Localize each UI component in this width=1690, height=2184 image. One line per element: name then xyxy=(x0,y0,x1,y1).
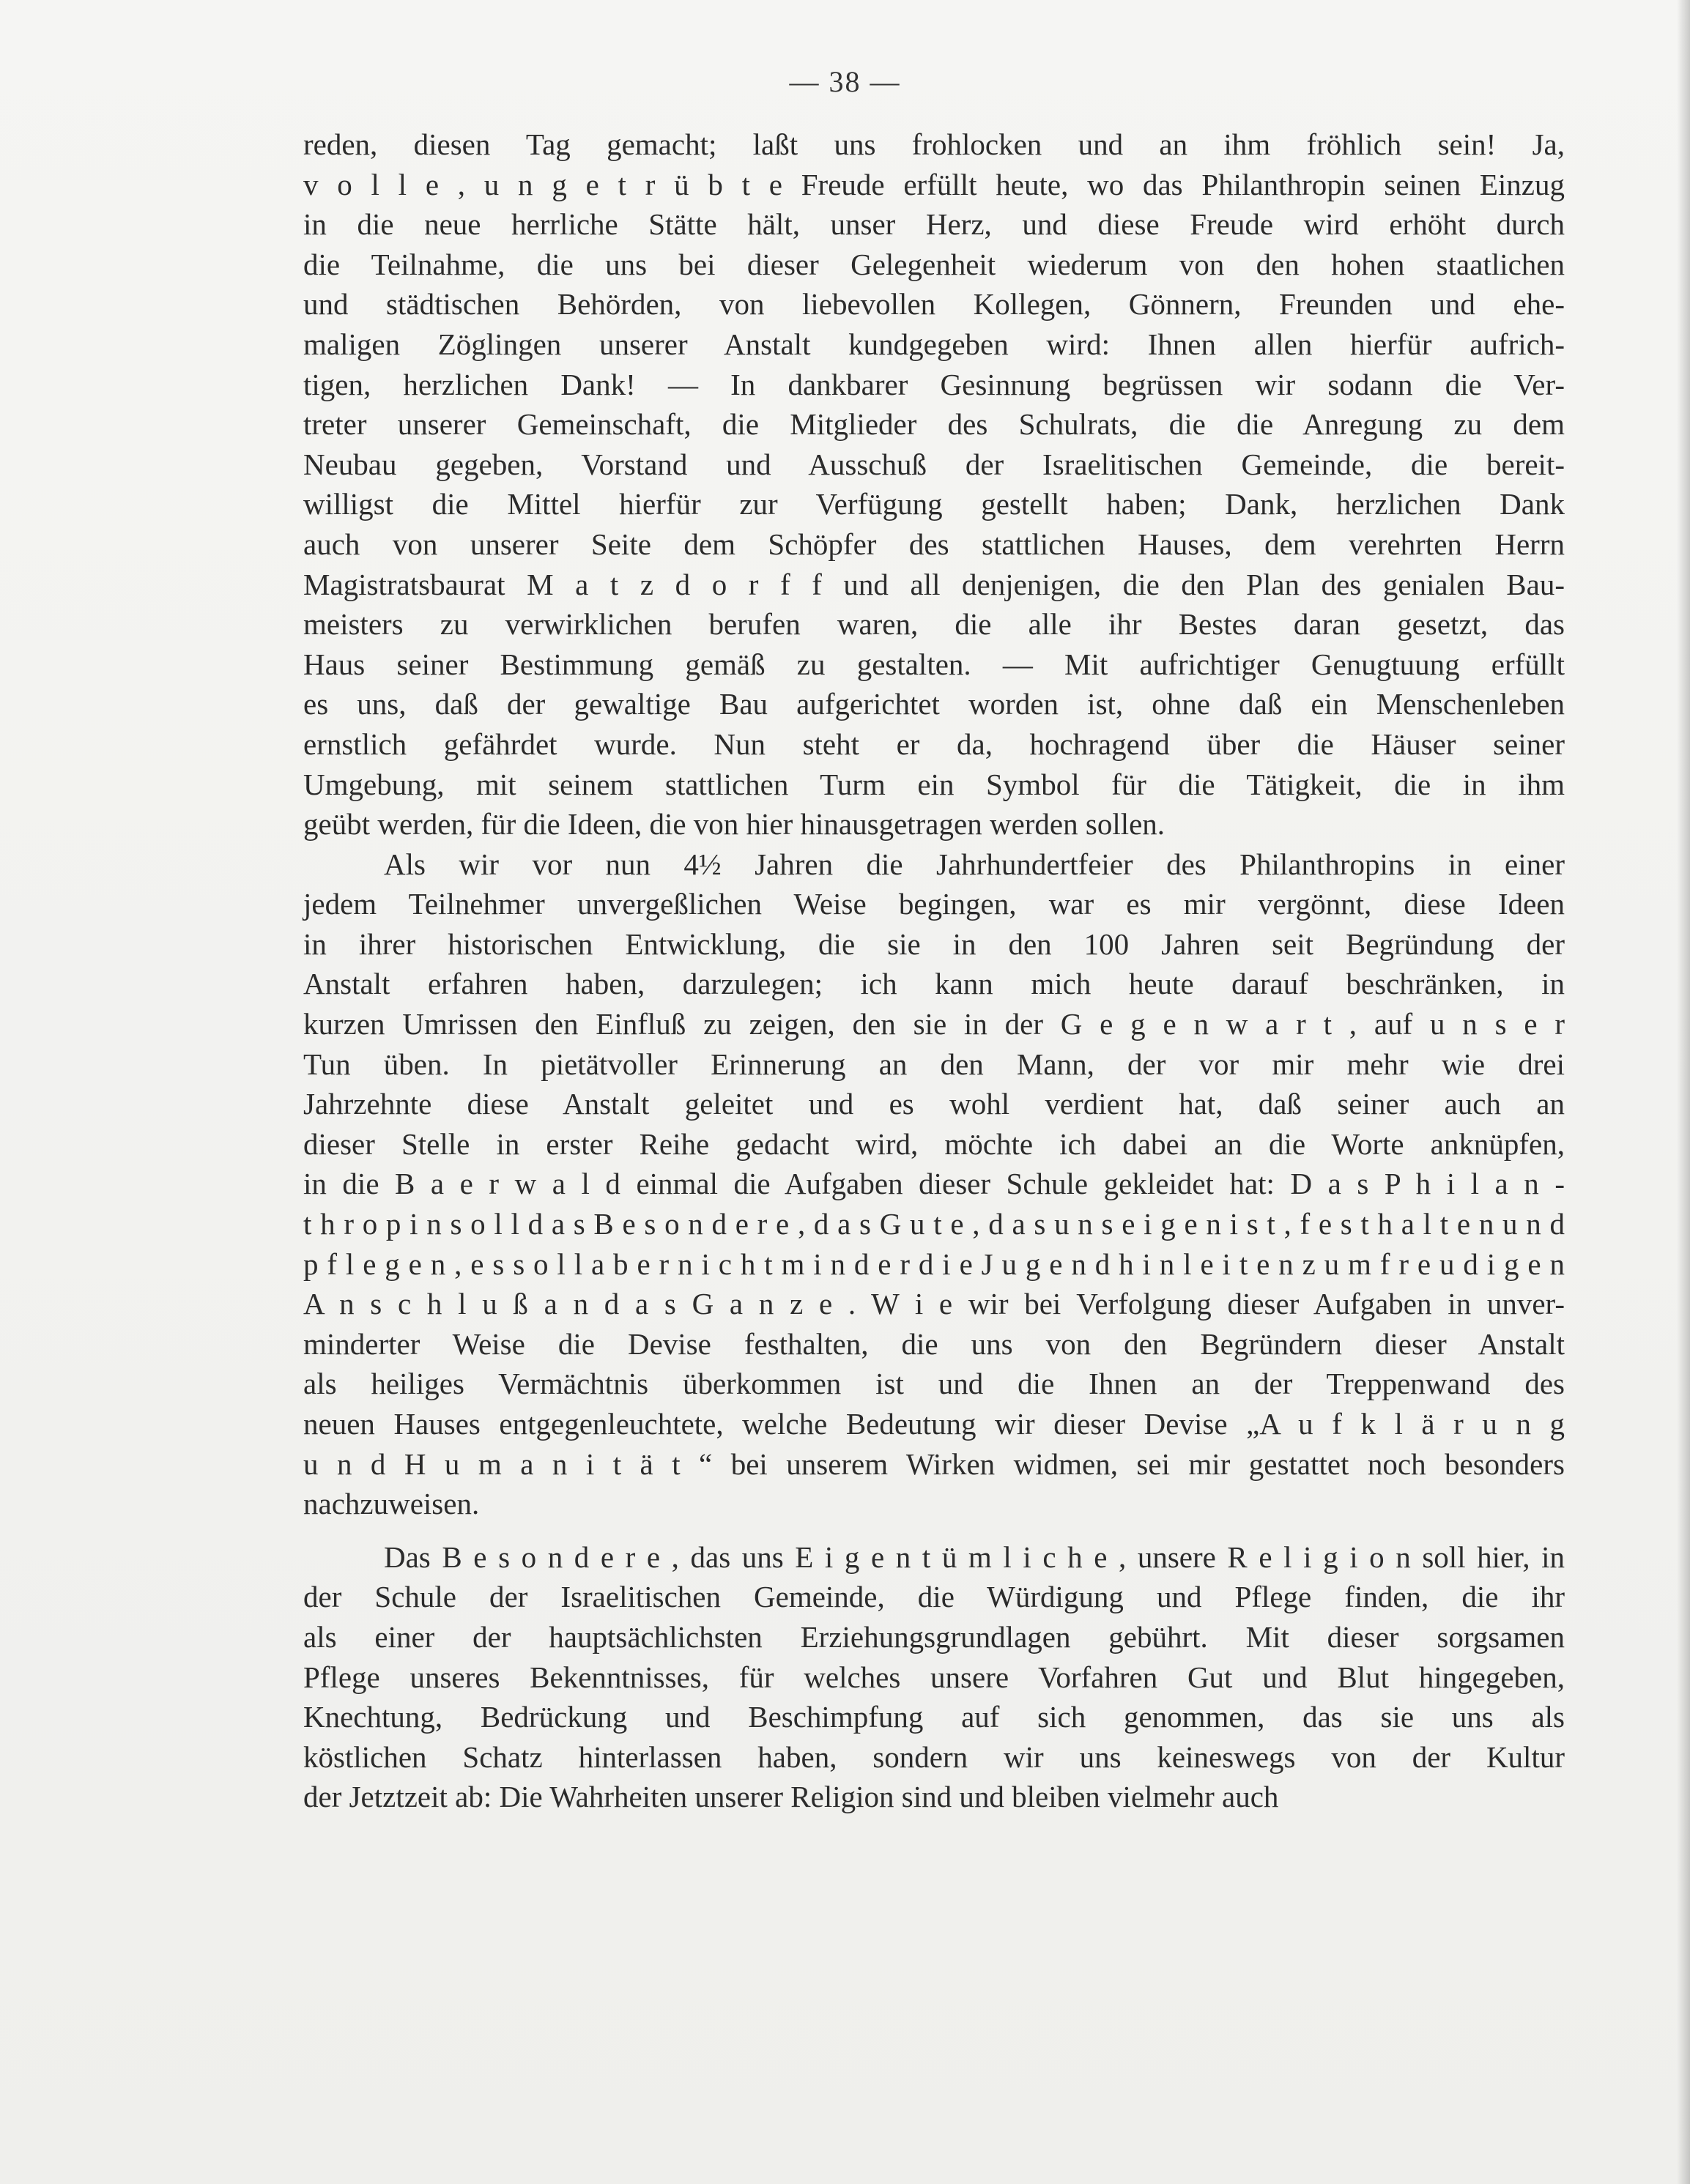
text-line: tigen, herzlichen Dank! — In dankbarer Gesinnung begrüssen wir sodann die Ver- xyxy=(303,367,1565,401)
text-line: willigst die Mittel hierfür zur Verfügung gestellt haben; Dank, herzlichen Dank xyxy=(303,487,1565,521)
text-line: Haus seiner Bestimmung gemäß zu gestalten. — Mit aufrichtiger Genugtuung erfüllt xyxy=(303,647,1565,681)
text-line: als heiliges Vermächtnis überkommen ist und die Ihnen an der Treppenwand des xyxy=(303,1367,1565,1401)
text-line: A n s c h l u ß a n d a s G a n z e . W i e wir bei Verfolgung dieser Aufgaben in unver- xyxy=(303,1287,1565,1321)
page-number: — 38 — xyxy=(789,65,901,98)
text-line: geübt werden, für die Ideen, die von hier hinausgetragen werden sollen. xyxy=(303,807,1165,842)
text-line: treter unserer Gemeinschaft, die Mitglieder des Schulrats, die die Anregung zu dem xyxy=(303,407,1565,442)
text-line: minderter Weise die Devise festhalten, die uns von den Begründern dieser Anstalt xyxy=(303,1326,1565,1361)
text-line: Magistratsbaurat M a t z d o r f f und all denjenigen, die den Plan des genialen Bau- xyxy=(303,567,1565,601)
text-line: t h r o p i n s o l l d a s B e s o n d e r e , d a s G u t e , d a s u n s e i g e n i s t , f e s t h a l t e n u n d xyxy=(303,1207,1565,1241)
text-line: in die B a e r w a l d einmal die Aufgaben dieser Schule gekleidet hat: D a s P h i l a n - xyxy=(303,1167,1565,1201)
text-line: als einer der hauptsächlichsten Erziehungsgrundlagen gebührt. Mit dieser sorgsamen xyxy=(303,1619,1565,1654)
text-line: Knechtung, Bedrückung und Beschimpfung auf sich genommen, das sie uns als xyxy=(303,1700,1565,1734)
text-line: köstlichen Schatz hinterlassen haben, sondern wir uns keineswegs von der Kultur xyxy=(303,1739,1565,1774)
text-line: dieser Stelle in erster Reihe gedacht wird, möchte ich dabei an die Worte anknüpfen, xyxy=(303,1126,1565,1161)
text-line: in die neue herrliche Stätte hält, unser Herz, und diese Freude wird erhöht durch xyxy=(303,207,1565,242)
text-line: meisters zu verwirklichen berufen waren, die alle ihr Bestes daran gesetzt, das xyxy=(303,607,1565,642)
text-line: der Jetztzeit ab: Die Wahrheiten unserer Religion sind und bleiben vielmehr auch xyxy=(303,1780,1279,1814)
text-line: Pflege unseres Bekenntnisses, für welches unsere Vorfahren Gut und Blut hingegeben, xyxy=(303,1660,1565,1694)
text-line: Als wir vor nun 4½ Jahren die Jahrhundertfeier des Philanthropins in einer xyxy=(384,847,1565,881)
text-line: ernstlich gefährdet wurde. Nun steht er da, hochragend über die Häuser seiner xyxy=(303,727,1565,761)
text-line: jedem Teilnehmer unvergeßlichen Weise begingen, war es mir vergönnt, diese Ideen xyxy=(303,887,1565,921)
text-line: maligen Zöglingen unserer Anstalt kundgegeben wird: Ihnen allen hierfür aufrich- xyxy=(303,327,1565,361)
text-line: nachzuweisen. xyxy=(303,1487,480,1521)
text-line: Tun üben. In pietätvoller Erinnerung an den Mann, der vor mir mehr wie drei xyxy=(303,1047,1565,1081)
text-line: Jahrzehnte diese Anstalt geleitet und es wohl verdient hat, daß seiner auch an xyxy=(303,1087,1565,1121)
text-line: Umgebung, mit seinem stattlichen Turm ein Symbol für die Tätigkeit, die in ihm xyxy=(303,767,1565,801)
text-line: es uns, daß der gewaltige Bau aufgerichtet worden ist, ohne daß ein Menschenleben xyxy=(303,687,1565,721)
text-line: Neubau gegeben, Vorstand und Ausschuß der Israelitischen Gemeinde, die bereit- xyxy=(303,447,1565,481)
text-line: die Teilnahme, die uns bei dieser Gelegenheit wiederum von den hohen staatlichen xyxy=(303,247,1565,281)
text-line: neuen Hauses entgegenleuchtete, welche Bedeutung wir dieser Devise „A u f k l ä r u n g xyxy=(303,1407,1565,1441)
text-line: Das B e s o n d e r e , das uns E i g e n t ü m l i c h e , unsere R e l i g i o n soll hier, in xyxy=(384,1539,1565,1574)
text-line: p f l e g e n , e s s o l l a b e r n i c h t m i n d e r d i e J u g e n d h i n l e i t e n z u m f r e u d i g e n xyxy=(303,1247,1565,1281)
text-line: und städtischen Behörden, von liebevollen Kollegen, Gönnern, Freunden und ehe- xyxy=(303,287,1565,322)
page-shadow-edge xyxy=(1677,0,1690,2184)
text-line: der Schule der Israelitischen Gemeinde, die Würdigung und Pflege finden, die ihr xyxy=(303,1580,1565,1614)
text-line: in ihrer historischen Entwicklung, die sie in den 100 Jahren seit Begründung der xyxy=(303,926,1565,961)
text-line: reden, diesen Tag gemacht; laßt uns frohlocken und an ihm fröhlich sein! Ja, xyxy=(303,127,1565,161)
body-text xyxy=(303,125,1565,1817)
text-line: Anstalt erfahren haben, darzulegen; ich kann mich heute darauf beschränken, in xyxy=(303,967,1565,1001)
text-line: kurzen Umrissen den Einfluß zu zeigen, den sie in der G e g e n w a r t , auf u n s e r xyxy=(303,1007,1565,1041)
paragraph-gap xyxy=(303,1524,1565,1537)
text-line: u n d H u m a n i t ä t “ bei unserem Wirken widmen, sei mir gestattet noch besonders xyxy=(303,1446,1565,1481)
text-line: auch von unserer Seite dem Schöpfer des stattlichen Hauses, dem verehrten Herrn xyxy=(303,527,1565,561)
text-line: v o l l e , u n g e t r ü b t e Freude erfüllt heute, wo das Philanthropin seinen Einzug xyxy=(303,167,1565,201)
